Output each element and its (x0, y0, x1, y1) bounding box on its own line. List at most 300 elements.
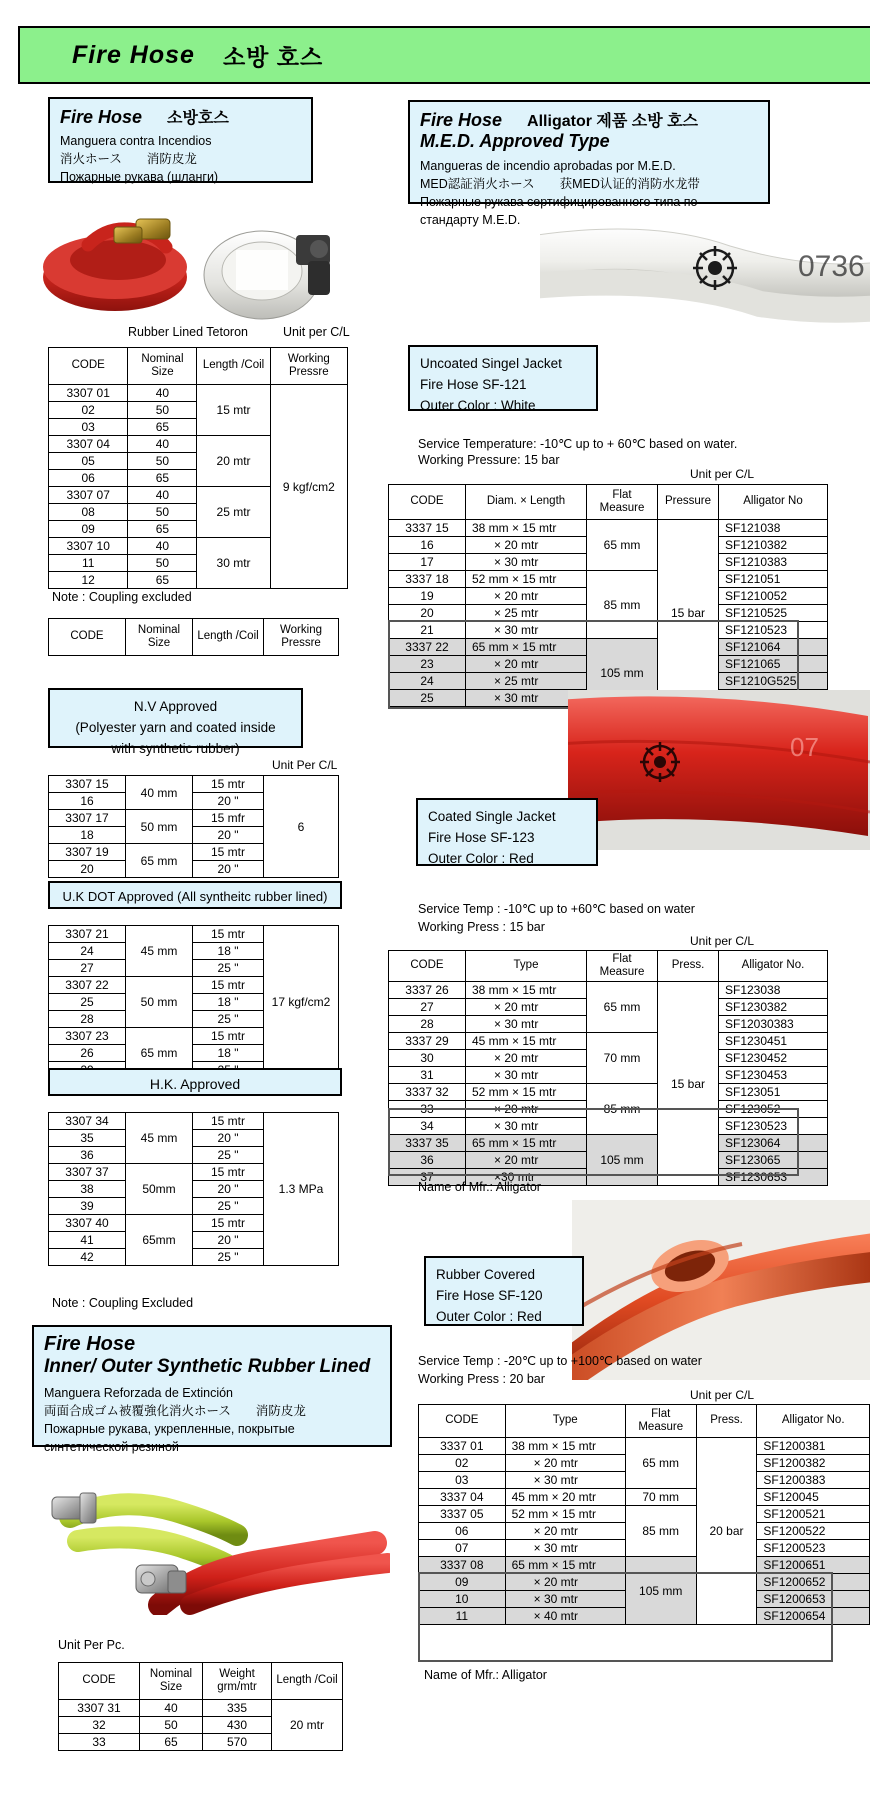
sf120-line-1: Rubber Covered (436, 1267, 536, 1282)
th-alligator-no: Alligator No. (757, 1405, 870, 1438)
cell-code: 37 (389, 1169, 466, 1186)
cell-code: 42 (49, 1249, 126, 1266)
th-length-coil: Length /Coil (197, 348, 270, 385)
table-row (49, 926, 339, 943)
inner-outer-header-box (32, 1325, 392, 1455)
table-row (419, 1506, 870, 1523)
cell-dim: × 20 mtr (505, 1574, 625, 1591)
cell-length: 15 mtr (193, 977, 264, 994)
ukdot-label: U.K DOT Approved (All syntheitc rubber lined) (62, 889, 328, 904)
sf123-working-pressure: Working Press : 15 bar (418, 920, 545, 934)
table1-caption-right: Unit per C/L (283, 325, 350, 339)
cell-dim: × 20 mtr (505, 1523, 625, 1540)
cell-code: 39 (49, 1198, 126, 1215)
th-type: Type (505, 1405, 625, 1438)
cell-size: 40 (140, 1700, 203, 1717)
cell-flat: 65 mm (587, 982, 658, 1033)
page-title: Fire Hose (72, 40, 195, 69)
cell-length: 20 " (193, 1232, 264, 1249)
cell-size: 50mm (126, 1164, 193, 1215)
cell-size: 45 mm (126, 1113, 193, 1164)
nv-line-1: N.V Approved (133, 699, 218, 714)
cell-length: 15 mfr (193, 810, 264, 827)
cell-size: 65mm (126, 1215, 193, 1266)
ukdot-approved-box (48, 881, 342, 909)
cell-flat: 105 mm (625, 1557, 696, 1625)
cell-code: 3337 29 (389, 1033, 466, 1050)
cell-alligator: SF1210525 (719, 605, 828, 622)
cell-code: 28 (49, 1011, 126, 1028)
sf120-line-3: Outer Color : Red (436, 1308, 542, 1324)
cell-dim: × 30 mtr (505, 1540, 625, 1557)
cell-code: 3337 15 (389, 520, 466, 537)
cell-alligator: SF123051 (719, 1084, 828, 1101)
cell-size: 65 (128, 572, 197, 589)
cell-code: 18 (49, 827, 126, 844)
table-row (49, 776, 339, 793)
cell-size: 40 (128, 538, 197, 555)
cell-alligator: SF1230452 (719, 1050, 828, 1067)
th-flat-measure: Flat Measure (625, 1405, 696, 1438)
table-row (389, 982, 828, 999)
svg-text:0736: 0736 (798, 250, 865, 283)
cell-dim: 38 mm × 15 mtr (466, 520, 587, 537)
table-row (49, 1113, 339, 1130)
cell-length: 25 " (193, 1249, 264, 1266)
left-header-line-cjk: 消火ホース 消防皮龙 (60, 152, 197, 167)
sf120-service-temp: Service Temp : -20℃ up to +100℃ based on water (418, 1354, 702, 1368)
cell-code: 35 (49, 1130, 126, 1147)
cell-code: 33 (59, 1734, 140, 1751)
cell-code: 09 (419, 1574, 506, 1591)
sf121-working-pressure: Working Pressure: 15 bar (418, 453, 560, 467)
cell-flat: 65 mm (587, 520, 658, 571)
cell-dim: × 20 mtr (466, 588, 587, 605)
th-working-pressure: Working Pressre (270, 348, 347, 385)
cell-code: 20 (389, 605, 466, 622)
cell-length: 20 " (193, 793, 264, 810)
cell-length: 20 " (193, 1181, 264, 1198)
cell-code: 27 (389, 999, 466, 1016)
cell-code: 27 (49, 960, 126, 977)
cell-code: 32 (59, 1717, 140, 1734)
cell-code: 10 (419, 1591, 506, 1608)
cell-pressure: 17 kgf/cm2 (264, 926, 339, 1079)
cell-dim: × 20 mtr (466, 1101, 587, 1118)
cell-code: 3337 32 (389, 1084, 466, 1101)
th-nominal-size: Nominal Size (140, 1663, 203, 1700)
cell-flat: 85 mm (587, 571, 658, 639)
cell-dim: × 30 mtr (466, 690, 587, 707)
cell-length: 15 mtr (193, 776, 264, 793)
cell-alligator: SF1210382 (719, 537, 828, 554)
cell-length: 18 " (193, 943, 264, 960)
right-header-line-1 (420, 108, 758, 131)
right-header-cjk: MED認証消火ホース 获MED认证的消防水龙带 (420, 177, 700, 192)
cell-dim: × 20 mtr (466, 656, 587, 673)
cell-code: 28 (389, 1016, 466, 1033)
sf120-working-pressure: Working Press : 20 bar (418, 1372, 545, 1386)
cell-length: 20 " (193, 1130, 264, 1147)
cell-dim: 52 mm × 15 mtr (466, 571, 587, 588)
table-inner-outer (58, 1662, 343, 1751)
sf120-line-2: Fire Hose SF-120 (436, 1287, 543, 1303)
cell-alligator: SF120045 (757, 1489, 870, 1506)
cell-alligator: SF121065 (719, 656, 828, 673)
sf123-mfr: Name of Mfr.: Alligator (418, 1180, 541, 1194)
table-row (49, 385, 348, 402)
sf123-service-temp: Service Temp : -10℃ up to +60℃ based on water (418, 902, 695, 916)
cell-length: 20 " (193, 827, 264, 844)
cell-code: 16 (49, 793, 126, 810)
cell-dim: × 25 mtr (466, 673, 587, 690)
inner-outer-title-2: Inner/ Outer Synthetic Rubber Lined (44, 1356, 371, 1377)
cell-size: 65 (128, 419, 197, 436)
cell-code: 07 (419, 1540, 506, 1557)
cell-alligator: SF1200382 (757, 1455, 870, 1472)
inner-outer-title-1: Fire Hose (44, 1333, 136, 1355)
sf121-service-temp: Service Temperature: -10℃ up to + 60℃ based on water. (418, 437, 738, 451)
nv-line-2: (Polyester yarn and coated inside (75, 719, 276, 735)
cell-code: 25 (389, 690, 466, 707)
cell-code: 3307 22 (49, 977, 126, 994)
cell-code: 02 (419, 1455, 506, 1472)
cell-length: 18 " (193, 994, 264, 1011)
cell-pressure: 1.3 MPa (264, 1113, 339, 1266)
cell-alligator: SF1230382 (719, 999, 828, 1016)
cell-code: 3307 23 (49, 1028, 126, 1045)
nv-line-3: with synthetic rubber) (111, 740, 240, 756)
sf123-line-1: Coated Single Jacket (428, 809, 556, 824)
th-code: CODE (49, 348, 128, 385)
svg-text:07: 07 (790, 732, 819, 762)
table-hk-approved (48, 1112, 339, 1266)
cell-flat: 85 mm (625, 1506, 696, 1557)
table-row (419, 1438, 870, 1455)
photo-red-coated-hose (568, 690, 870, 850)
sf123-info-box (416, 798, 598, 866)
photo-rubber-lined-hoses (40, 205, 340, 330)
cell-dim: 65 mm × 15 mtr (466, 639, 587, 656)
th-alligator-no: Alligator No. (719, 951, 828, 982)
unit-per-pc-label: Unit Per Pc. (58, 1638, 125, 1652)
cell-code: 05 (49, 453, 128, 470)
photo-synthetic-rubber-lined-hoses (40, 1455, 390, 1615)
cell-size: 50 (128, 402, 197, 419)
hk-note: Note : Coupling Excluded (52, 1296, 194, 1310)
cell-size: 50 mm (126, 810, 193, 844)
cell-length: 25 " (193, 1198, 264, 1215)
cell-alligator: SF121051 (719, 571, 828, 588)
cell-code: 3337 35 (389, 1135, 466, 1152)
cell-weight: 335 (203, 1700, 272, 1717)
th-working-pressure: Working Pressre (264, 619, 339, 656)
cell-alligator: SF1200523 (757, 1540, 870, 1557)
cell-dim: 38 mm × 15 mtr (466, 982, 587, 999)
cell-size: 45 mm (126, 926, 193, 977)
th-pressure: Pressure (658, 485, 719, 520)
cell-code: 3337 05 (419, 1506, 506, 1523)
cell-code: 3337 04 (419, 1489, 506, 1506)
cell-dim: 45 mm × 15 mtr (466, 1033, 587, 1050)
cell-size: 40 mm (126, 776, 193, 810)
cell-pressure: 6 (264, 776, 339, 878)
cell-dim: × 20 mtr (466, 999, 587, 1016)
table-nv-header (48, 618, 339, 656)
left-header-title-row (60, 105, 301, 128)
cell-alligator: SF1200521 (757, 1506, 870, 1523)
cell-code: 3307 17 (49, 810, 126, 827)
cell-code: 3307 34 (49, 1113, 126, 1130)
cell-length: 18 " (193, 1045, 264, 1062)
cell-size: 65 (128, 521, 197, 538)
cell-code: 36 (49, 1147, 126, 1164)
cell-dim: × 20 mtr (466, 1050, 587, 1067)
th-alligator-no: Alligator No (719, 485, 828, 520)
cell-weight: 570 (203, 1734, 272, 1751)
sf121-info-box (408, 345, 598, 411)
cell-size: 50 (128, 555, 197, 572)
cell-alligator: SF1210052 (719, 588, 828, 605)
sf123-line-3: Outer Color : Red (428, 850, 534, 866)
cell-flat: 70 mm (625, 1489, 696, 1506)
right-header-box (408, 100, 770, 228)
th-type: Type (466, 951, 587, 982)
cell-dim: × 30 mtr (466, 1118, 587, 1135)
right-header-title: Fire Hose (420, 110, 503, 130)
th-nominal-size: Nominal Size (128, 348, 197, 385)
table-sf121 (388, 484, 828, 707)
cell-code: 3307 04 (49, 436, 128, 453)
cell-dim: 65 mm × 15 mtr (505, 1557, 625, 1574)
table-row (389, 1084, 828, 1101)
right-header-line-2: M.E.D. Approved Type (420, 131, 610, 151)
left-header-line-es: Manguera contra Incendios (60, 134, 212, 148)
cell-pressure: 20 bar (696, 1438, 757, 1625)
cell-dim: × 30 mtr (505, 1591, 625, 1608)
cell-code: 30 (389, 1050, 466, 1067)
table-row (59, 1700, 343, 1717)
cell-alligator: SF1200652 (757, 1574, 870, 1591)
cell-code: 38 (49, 1181, 126, 1198)
cell-size: 65 (128, 470, 197, 487)
sf120-unit-label: Unit per C/L (690, 1388, 755, 1402)
cell-length: 15 mtr (193, 1028, 264, 1045)
cell-dim: × 20 mtr (466, 537, 587, 554)
inner-outer-line-cjk: 両面合成ゴム被覆強化消火ホース 消防皮龙 (44, 1404, 306, 1419)
sf120-info-box (424, 1256, 584, 1326)
cell-code: 23 (389, 656, 466, 673)
cell-code: 33 (389, 1101, 466, 1118)
right-header-ru2: стандарту M.E.D. (420, 213, 521, 228)
th-length-coil: Length /Coil (272, 1663, 343, 1700)
right-header-title-korean: Alligator 제품 소방 호스 (527, 113, 699, 130)
cell-alligator: SF1200381 (757, 1438, 870, 1455)
sf121-line-3: Outer Color : White (420, 397, 536, 413)
sf123-line-2: Fire Hose SF-123 (428, 829, 535, 845)
cell-dim: 52 mm × 15 mtr (505, 1506, 625, 1523)
cell-flat: 105 mm (587, 1135, 658, 1186)
table-row (389, 1033, 828, 1050)
cell-dim: × 40 mtr (505, 1608, 625, 1625)
nv-approved-box (48, 688, 303, 756)
cell-size: 40 (128, 487, 197, 504)
cell-alligator: SF1210383 (719, 554, 828, 571)
cell-code: 06 (419, 1523, 506, 1540)
cell-code: 3337 18 (389, 571, 466, 588)
cell-code: 16 (389, 537, 466, 554)
table-rubber-lined-tetoron (48, 347, 348, 589)
th-press: Press. (658, 951, 719, 982)
cell-size: 65 (140, 1734, 203, 1751)
th-code: CODE (59, 1663, 140, 1700)
cell-dim: 38 mm × 15 mtr (505, 1438, 625, 1455)
cell-code: 3307 37 (49, 1164, 126, 1181)
cell-alligator: SF1210523 (719, 622, 828, 639)
th-code: CODE (389, 485, 466, 520)
cell-dim: × 20 mtr (466, 1152, 587, 1169)
cell-code: 31 (389, 1067, 466, 1084)
cell-code: 3307 40 (49, 1215, 126, 1232)
th-press: Press. (696, 1405, 757, 1438)
cell-size: 50 (128, 504, 197, 521)
sf121-line-1: Uncoated Singel Jacket (420, 356, 562, 371)
cell-alligator: SF1230653 (719, 1169, 828, 1186)
cell-code: 3307 10 (49, 538, 128, 555)
cell-size: 40 (128, 385, 197, 402)
cell-code: 34 (389, 1118, 466, 1135)
cell-code: 06 (49, 470, 128, 487)
cell-alligator: SF1230453 (719, 1067, 828, 1084)
cell-pressure: 9 kgf/cm2 (270, 385, 347, 589)
cell-alligator: SF1200383 (757, 1472, 870, 1489)
cell-alligator: SF121064 (719, 639, 828, 656)
cell-alligator: SF12030383 (719, 1016, 828, 1033)
cell-code: 3307 01 (49, 385, 128, 402)
left-header-title: Fire Hose (60, 107, 143, 127)
cell-code: 3337 08 (419, 1557, 506, 1574)
cell-pressure: 15 bar (658, 982, 719, 1186)
cell-dim: × 30 mtr (466, 1067, 587, 1084)
cell-dim: × 30 mtr (466, 1016, 587, 1033)
right-header-ru1: Пожарные рукава сертифицированного типа по (420, 195, 698, 210)
right-header-es: Mangueras de incendio aprobadas por M.E.D. (420, 159, 676, 173)
inner-outer-line-ru1: Пожарные рукава, укрепленные, покрытые (44, 1422, 295, 1437)
cell-alligator: SF1200651 (757, 1557, 870, 1574)
cell-code: 03 (49, 419, 128, 436)
cell-code: 3337 22 (389, 639, 466, 656)
cell-length: 15 mtr (197, 385, 270, 436)
table1-caption-left: Rubber Lined Tetoron (128, 325, 248, 339)
cell-length: 25 " (193, 1011, 264, 1028)
left-header-title-korean: 소방호스 (167, 110, 229, 127)
table-row (419, 1557, 870, 1574)
cell-dim: × 30 mtr (505, 1472, 625, 1489)
cell-code: 3307 07 (49, 487, 128, 504)
cell-alligator: SF123064 (719, 1135, 828, 1152)
cell-code: 36 (389, 1152, 466, 1169)
cell-code: 20 (49, 861, 126, 878)
cell-alligator: SF1200653 (757, 1591, 870, 1608)
cell-length: 25 mtr (197, 487, 270, 538)
cell-length: 25 " (193, 1147, 264, 1164)
table1-note: Note : Coupling excluded (52, 590, 192, 604)
cell-dim: × 25 mtr (466, 605, 587, 622)
th-length-coil: Length /Coil (193, 619, 264, 656)
cell-flat: 85 mm (587, 1084, 658, 1135)
cell-alligator: SF1230523 (719, 1118, 828, 1135)
hk-approved-box (48, 1068, 342, 1096)
table-row (389, 639, 828, 656)
cell-code: 03 (419, 1472, 506, 1489)
page-title-banner (18, 26, 870, 84)
cell-flat: 70 mm (587, 1033, 658, 1084)
th-diam-length: Diam. × Length (466, 485, 587, 520)
inner-outer-line-ru2: синтетической резиной (44, 1440, 179, 1455)
th-code: CODE (49, 619, 126, 656)
cell-code: 3307 21 (49, 926, 126, 943)
cell-code: 19 (389, 588, 466, 605)
cell-length: 15 mtr (193, 926, 264, 943)
cell-alligator: SF1230451 (719, 1033, 828, 1050)
sf123-unit-label: Unit per C/L (690, 934, 755, 948)
cell-dim: 52 mm × 15 mtr (466, 1084, 587, 1101)
cell-dim: 65 mm × 15 mtr (466, 1135, 587, 1152)
th-nominal-size: Nominal Size (126, 619, 193, 656)
table-sf123 (388, 950, 828, 1186)
cell-flat: 65 mm (625, 1438, 696, 1489)
table-sf120 (418, 1404, 870, 1625)
cell-size: 50 (128, 453, 197, 470)
table-nv-approved (48, 775, 339, 878)
th-code: CODE (419, 1405, 506, 1438)
cell-code: 24 (389, 673, 466, 690)
cell-size: 65 mm (126, 1028, 193, 1079)
sf120-mfr: Name of Mfr.: Alligator (424, 1668, 547, 1682)
inner-outer-line-es: Manguera Reforzada de Extinción (44, 1386, 234, 1400)
cell-code: 21 (389, 622, 466, 639)
photo-white-uncoated-hose (540, 212, 870, 344)
table-row (389, 1135, 828, 1152)
cell-dim: × 20 mtr (505, 1455, 625, 1472)
cell-length: 30 mtr (197, 538, 270, 589)
cell-code: 12 (49, 572, 128, 589)
cell-code: 08 (49, 504, 128, 521)
cell-code: 25 (49, 994, 126, 1011)
cell-dim: × 30 mtr (466, 554, 587, 571)
table-row (389, 571, 828, 588)
hk-label: H.K. Approved (149, 1076, 241, 1092)
cell-alligator: SF1200522 (757, 1523, 870, 1540)
cell-length: 15 mtr (193, 1164, 264, 1181)
nv-unit-label: Unit Per C/L (272, 758, 338, 772)
cell-size: 65 mm (126, 844, 193, 878)
left-header-box (48, 97, 313, 183)
cell-size: 50 (140, 1717, 203, 1734)
cell-code: 3307 19 (49, 844, 126, 861)
sf121-line-2: Fire Hose SF-121 (420, 376, 527, 392)
cell-code: 02 (49, 402, 128, 419)
cell-alligator: SF121038 (719, 520, 828, 537)
cell-code: 26 (49, 1045, 126, 1062)
table-row (419, 1489, 870, 1506)
cell-code: 24 (49, 943, 126, 960)
cell-size: 40 (128, 436, 197, 453)
cell-code: 3337 01 (419, 1438, 506, 1455)
cell-length: 20 " (193, 861, 264, 878)
cell-length: 25 " (193, 960, 264, 977)
cell-code: 17 (389, 554, 466, 571)
